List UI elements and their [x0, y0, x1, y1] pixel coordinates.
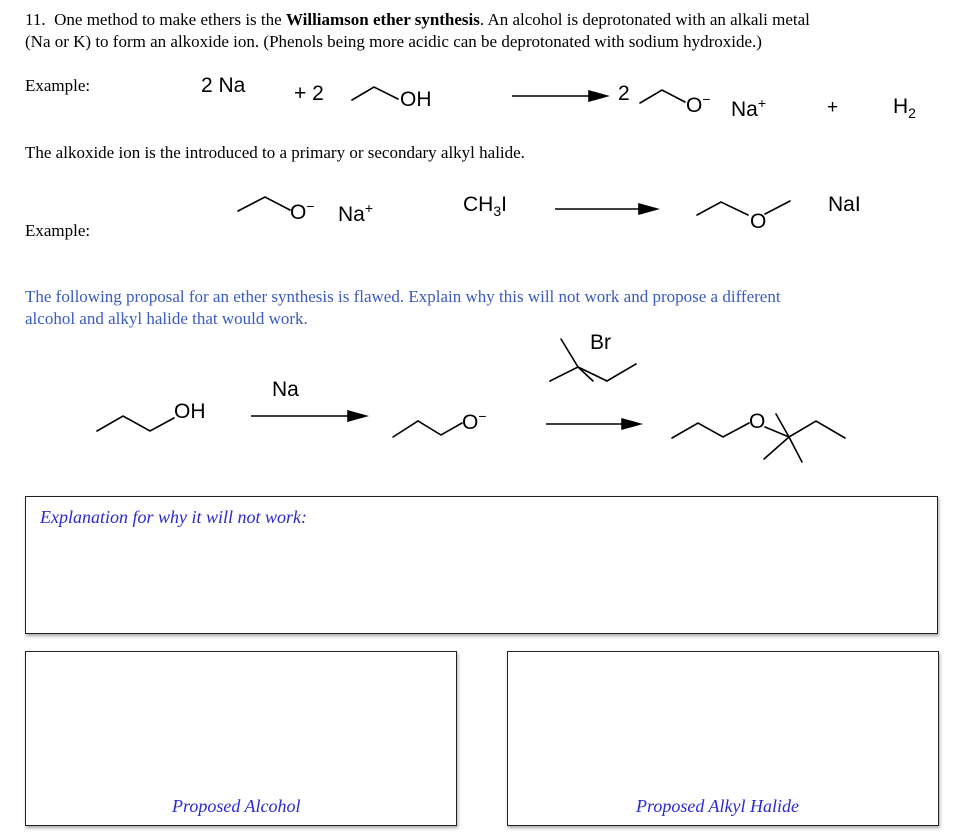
alkyl-bromide-bond-ethyl2: [607, 364, 636, 381]
example2-o-charge: −: [306, 198, 315, 214]
example2-na-charge: +: [364, 200, 374, 216]
example1-arrowhead: [589, 91, 607, 101]
question-text: One method to make ethers is the: [54, 10, 282, 29]
alkyl-bromide-bond-br: [561, 339, 578, 367]
example1-oh-label: OH: [400, 88, 432, 111]
proposal-bromine-label: Br: [590, 331, 611, 354]
proposal-propoxide-skeleton: [393, 421, 462, 437]
example1-label: Example:: [25, 76, 91, 95]
alkyl-bromide-bond-ethyl1: [578, 367, 607, 381]
example1-na-label: Na: [731, 98, 758, 121]
prompt-line-1: The following proposal for an ether synthesis is flawed. Explain why this will not work and propose a different: [25, 287, 781, 306]
example2-ether-o: O: [750, 210, 767, 233]
explanation-box[interactable]: [25, 496, 938, 634]
proposal-product-propyl: [672, 423, 749, 438]
explanation-label: Explanation for why it will not work:: [40, 507, 307, 527]
example1-h-subscript: 2: [908, 105, 916, 122]
example1-plus: +: [827, 97, 839, 118]
proposal-product-methyl-left: [764, 437, 789, 459]
example2-ch-subscript: 3: [493, 203, 502, 220]
proposal-product-tert-amyl: [765, 421, 845, 438]
example2-ether-skeleton: [697, 202, 748, 215]
example2-label: Example:: [25, 221, 91, 240]
alkoxide-sentence: The alkoxide ion is the introduced to a primary or secondary alkyl halide.: [25, 143, 525, 162]
proposed-alcohol-box[interactable]: [25, 651, 457, 826]
example2-ch-label: CH: [463, 193, 494, 216]
proposal-o-charge: −: [478, 408, 487, 424]
proposal-sodium-reagent: Na: [272, 378, 299, 401]
example2-arrowhead: [639, 204, 657, 214]
proposal-arrowhead-2: [622, 419, 640, 429]
prompt-line-2: alcohol and alkyl halide that would work.: [25, 309, 308, 328]
example1-ethanol-skeleton: [352, 87, 398, 100]
proposal-oh-label: OH: [174, 400, 206, 423]
proposal-product-methyl-down: [789, 437, 802, 462]
example1-product-coef: 2: [618, 82, 630, 105]
example2-na-label: Na: [338, 203, 365, 226]
proposal-propanol-skeleton: [97, 416, 174, 431]
question-line-2: (Na or K) to form an alkoxide ion. (Phenols being more acidic can be deprotonated with sodium hydroxide.): [25, 32, 762, 51]
example2-ether-methyl-bond: [765, 201, 790, 214]
proposed-alkyl-halide-box[interactable]: [507, 651, 939, 826]
proposed-alcohol-label: Proposed Alcohol: [172, 796, 301, 816]
example1-sodium: 2 Na: [201, 74, 246, 97]
example1-h-label: H: [893, 95, 909, 118]
example2-ethoxide-skeleton: [238, 197, 290, 211]
proposed-alkyl-halide-label: Proposed Alkyl Halide: [636, 796, 799, 816]
question-number: 11.: [25, 10, 46, 29]
example1-o-label: O: [686, 94, 703, 117]
alkyl-bromide-bond-methyl1: [550, 367, 578, 381]
example1-plus-two: + 2: [294, 82, 324, 105]
proposal-product-o: O: [749, 410, 766, 433]
example1-na-charge: +: [757, 95, 767, 111]
example2-o-label: O: [290, 201, 307, 224]
example1-ethoxide-skeleton: [640, 90, 685, 103]
proposal-o-label: O: [462, 411, 479, 434]
example2-sodium-iodide: NaI: [828, 193, 861, 216]
proposal-arrowhead-1: [348, 411, 366, 421]
question-bold-term: Williamson ether synthesis: [285, 10, 480, 29]
example2-i-label: I: [501, 193, 507, 216]
question-text-cont: . An alcohol is deprotonated with an alkali metal: [479, 10, 810, 29]
example1-o-charge: −: [702, 91, 711, 107]
